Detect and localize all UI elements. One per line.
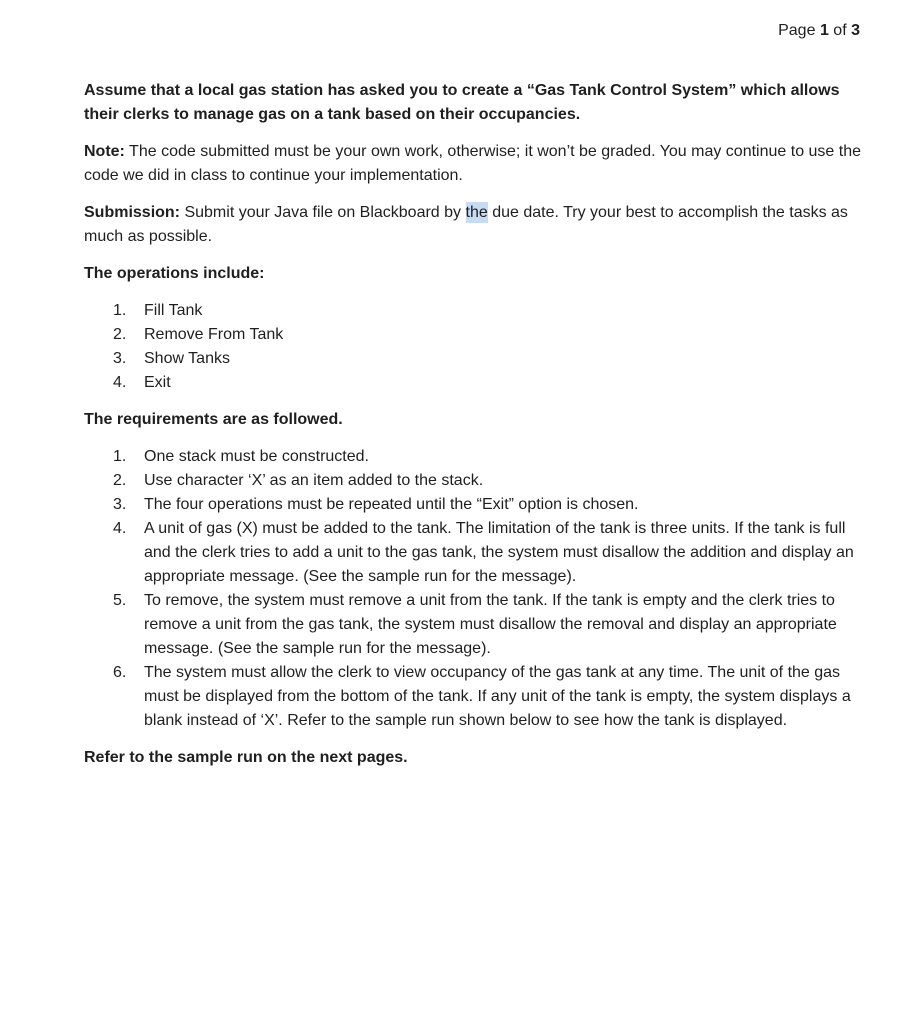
submission-text-after: due date. Try your best to accomplish the tasks as much as possible. <box>84 204 848 245</box>
intro-paragraph: Assume that a local gas station has asked you to create a “Gas Tank Control System” which allows their clerks to manage gas on a tank based on their occupancies. <box>84 82 840 123</box>
list-item: 3. Show Tanks <box>113 350 230 367</box>
document-body <box>84 79 862 770</box>
list-item: 3. The four operations must be repeated until the “Exit” option is chosen. <box>113 496 639 513</box>
note-paragraph <box>84 140 862 188</box>
submission-paragraph <box>84 201 862 249</box>
page-number <box>778 20 860 42</box>
page-total: 3 <box>851 22 860 39</box>
page-word: Page <box>778 22 816 39</box>
requirements-heading: The requirements are as followed. <box>84 411 343 428</box>
submission-text-before: Submit your Java file on Blackboard by <box>180 204 466 221</box>
list-item: 4. Exit <box>113 374 171 391</box>
note-text: The code submitted must be your own work, otherwise; it won’t be graded. You may continue to use the code we did in class to continue your implementation. <box>84 143 862 184</box>
submission-label: Submission: <box>84 204 181 221</box>
page-current: 1 <box>819 22 829 39</box>
operations-list <box>84 299 862 395</box>
list-item: 2. Use character ‘X’ as an item added to the stack. <box>113 472 484 489</box>
list-item: 1. One stack must be constructed. <box>113 448 369 465</box>
requirements-list <box>84 445 862 733</box>
closing-line: Refer to the sample run on the next pages. <box>84 749 408 766</box>
list-item: 6. The system must allow the clerk to view occupancy of the gas tank at any time. The unit of the gas must be displayed from the bottom of the tank. If any unit of the tank is empty, the system displays a blank instead of ‘X’. Refer to the sample run shown below to see how the tank is displayed. <box>113 664 851 729</box>
list-item: 2. Remove From Tank <box>113 326 284 343</box>
list-item: 1. Fill Tank <box>113 302 203 319</box>
operations-heading: The operations include: <box>84 265 265 282</box>
page-of: of <box>833 22 847 39</box>
note-label: Note: <box>84 143 125 160</box>
text-selection-highlight[interactable]: the <box>465 204 488 221</box>
list-item: 5. To remove, the system must remove a unit from the tank. If the tank is empty and the clerk tries to remove a unit from the gas tank, the system must disallow the removal and display an appropriate message. (See the sample run for the message). <box>113 592 837 657</box>
list-item: 4. A unit of gas (X) must be added to the tank. The limitation of the tank is three units. If the tank is full and the clerk tries to add a unit to the gas tank, the system must disallow the addition and display an appropriate message. (See the sample run for the message). <box>113 520 854 585</box>
